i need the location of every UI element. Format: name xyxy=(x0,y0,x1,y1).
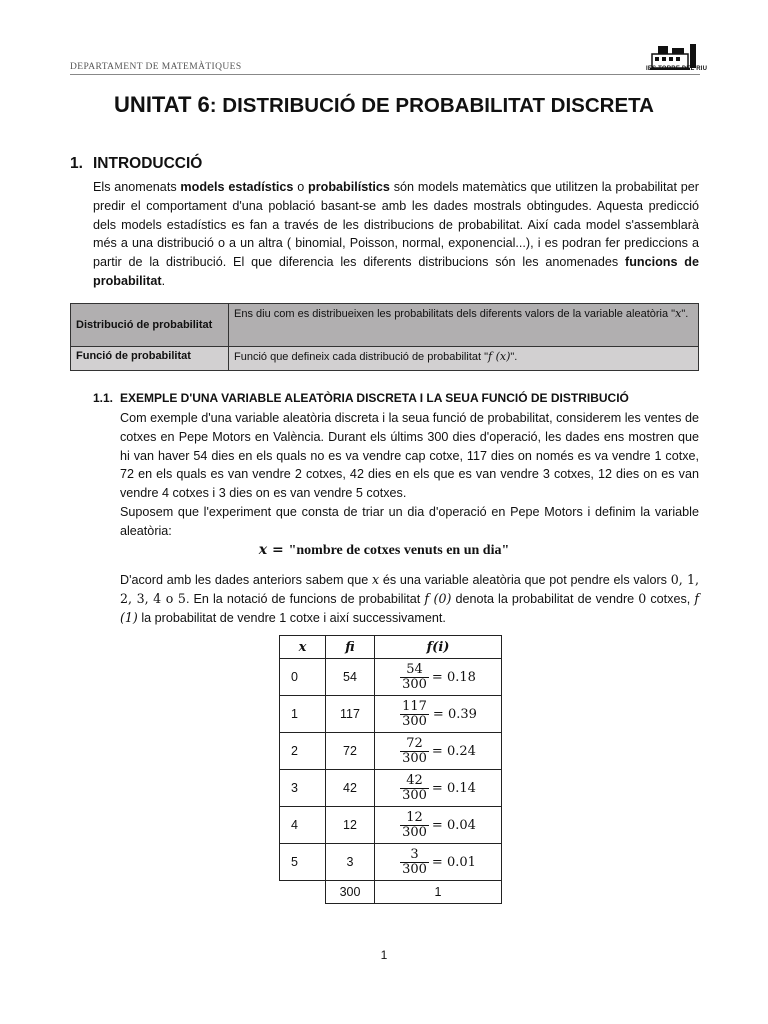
probability-fraction xyxy=(375,848,501,877)
formula-eq: = xyxy=(267,542,289,558)
x-value: 0 xyxy=(280,659,326,696)
probability-result: = 0.14 xyxy=(431,781,476,796)
fraction xyxy=(400,848,429,877)
desc-text: ". xyxy=(510,351,518,363)
intro-bold: funcions de probabilitat xyxy=(93,255,700,288)
frequency-value: 42 xyxy=(326,770,375,807)
desc-text: Funció que defineix cada distribució de probabilitat " xyxy=(234,351,489,363)
table-row xyxy=(71,304,699,347)
subsection-heading xyxy=(93,391,629,405)
intro-text: Els anomenats xyxy=(93,180,181,194)
table-row xyxy=(280,696,502,733)
section-title: INTRODUCCIÓ xyxy=(93,155,203,172)
probability-result: = 0.01 xyxy=(431,855,476,870)
notation-text: . En la notació de funcions de probabilitat xyxy=(185,591,425,606)
fraction xyxy=(400,774,429,803)
denominator: 300 xyxy=(402,677,427,692)
notation-math: 0 xyxy=(638,590,647,606)
probability-cell xyxy=(375,807,502,844)
notation-text: és una variable aleatòria que pot pendre els valors xyxy=(379,573,671,587)
frequency-value: 3 xyxy=(326,844,375,881)
definitions-table xyxy=(70,303,699,371)
definition-term: Funció de probabilitat xyxy=(71,347,229,371)
probability-cell xyxy=(375,696,502,733)
definition-desc xyxy=(229,347,699,371)
notation-math: 0, 1, 2, 3, 4 o 5 xyxy=(120,572,700,606)
definition-term: Distribució de probabilitat xyxy=(71,304,229,347)
formula-var: x xyxy=(258,542,268,558)
logo-caption: IES TORRE DEL RIU xyxy=(646,66,708,72)
intro-text: . xyxy=(161,273,166,288)
intro-bold: probabilístics xyxy=(308,180,390,194)
intro-text: són models matemàtics que utilitzen la probabilitat per predir el comportament d'una població basant-se amb les dades mostrals obtingudes. Aquesta predicció dels models estadístics es fan a través de les distribucions de probabilitat. Així cada model s'assemblarà més a una distribució o a un altra ( binomial, Poisson, normal, exponencial...), i es podran fer prediccions a partir de la distribució. El que diferencia les diferents distribucions són les anomenades xyxy=(93,180,699,270)
intro-paragraph xyxy=(93,178,699,291)
probability-cell xyxy=(375,844,502,881)
denominator: 300 xyxy=(402,862,427,877)
notation-text: la probabilitat de vendre 1 cotxe i així successivament. xyxy=(137,610,446,625)
probability-result: = 0.24 xyxy=(431,744,476,759)
desc-math: f (x) xyxy=(488,350,511,363)
table-row xyxy=(280,807,502,844)
probability-table xyxy=(279,635,502,904)
probability-fraction xyxy=(375,700,501,729)
numerator: 117 xyxy=(402,699,427,714)
table-row xyxy=(280,733,502,770)
numerator: 12 xyxy=(406,810,423,825)
column-header: fi xyxy=(326,636,375,659)
total-probability: 1 xyxy=(375,881,502,904)
numerator: 54 xyxy=(406,662,423,677)
probability-result: = 0.04 xyxy=(431,818,476,833)
page-number: 1 xyxy=(380,948,388,962)
probability-fraction xyxy=(375,737,501,766)
header-rule xyxy=(70,74,700,75)
table-row xyxy=(71,347,699,371)
experiment-paragraph: Suposem que l'experiment que consta de triar un dia d'operació en Pepe Motors i definim la variable aleatòria: xyxy=(120,505,699,538)
notation-math: f (1) xyxy=(120,590,699,625)
x-value: 2 xyxy=(280,733,326,770)
desc-text: ". xyxy=(681,308,689,320)
variable-definition xyxy=(0,542,768,559)
intro-bold: models estadístics xyxy=(180,180,294,194)
table-row xyxy=(280,659,502,696)
numerator: 3 xyxy=(410,847,419,862)
probability-result: = 0.18 xyxy=(431,670,476,685)
probability-cell xyxy=(375,659,502,696)
page-title xyxy=(0,92,768,118)
denominator: 300 xyxy=(402,788,427,803)
fraction xyxy=(399,700,430,729)
frequency-value: 117 xyxy=(326,696,375,733)
notation-text: D'acord amb les dades anteriors sabem que xyxy=(120,573,372,587)
x-value: 4 xyxy=(280,807,326,844)
desc-math: x xyxy=(675,307,682,320)
column-header: f(i) xyxy=(375,636,502,659)
notation-text: cotxes, xyxy=(646,591,695,606)
table-header-row xyxy=(280,636,502,659)
column-header: x xyxy=(280,636,326,659)
x-value: 1 xyxy=(280,696,326,733)
department-header: DEPARTAMENT DE MATEMÀTIQUES xyxy=(70,62,242,72)
intro-text: o xyxy=(293,180,309,194)
title-unit: UNITAT 6 xyxy=(114,92,210,117)
definition-desc xyxy=(229,304,699,347)
probability-fraction xyxy=(375,774,501,803)
notation-math: x xyxy=(371,572,380,587)
fraction xyxy=(400,737,429,766)
desc-text: Ens diu com es distribueixen les probabilitats dels diferents valors de la variable aleatòria " xyxy=(234,308,676,320)
x-value: 3 xyxy=(280,770,326,807)
section-heading-introduccio xyxy=(70,155,202,173)
numerator: 72 xyxy=(406,736,423,751)
table-total-row xyxy=(280,881,502,904)
section-number: 1. xyxy=(70,155,83,172)
probability-cell xyxy=(375,770,502,807)
fraction xyxy=(400,811,429,840)
numerator: 42 xyxy=(406,773,423,788)
denominator: 300 xyxy=(402,825,427,840)
denominator: 300 xyxy=(402,714,427,729)
frequency-value: 72 xyxy=(326,733,375,770)
empty-cell xyxy=(280,881,326,904)
subsection-number: 1.1. xyxy=(93,391,114,405)
table-row xyxy=(280,844,502,881)
probability-cell xyxy=(375,733,502,770)
title-text: : DISTRIBUCIÓ DE PROBABILITAT DISCRETA xyxy=(209,94,654,117)
table-row xyxy=(280,770,502,807)
subsection-title: EXEMPLE D'UNA VARIABLE ALEATÒRIA DISCRETA I LA SEUA FUNCIÓ DE DISTRIBUCIÓ xyxy=(120,391,629,405)
denominator: 300 xyxy=(402,751,427,766)
example-paragraph: Com exemple d'una variable aleatòria discreta i la seua funció de probabilitat, considerem les ventes de cotxes en Pepe Motors en València. Durant els últims 300 dies d'operació, les dades ens mostren que hi van haver 54 dies en els quals no es va vendre cap cotxe, 117 dies on només es va vendre 1 cotxe, 72 en els quals es van vendre 2 cotxes, 42 dies en els que es van vendre 3 cotxes, 12 dies on es van vendre 4 cotxes i 3 dies on es van vendre 5 cotxes. xyxy=(120,411,699,501)
frequency-value: 54 xyxy=(326,659,375,696)
frequency-value: 12 xyxy=(326,807,375,844)
notation-text: denota la probabilitat de vendre xyxy=(451,591,639,606)
probability-fraction xyxy=(375,811,501,840)
notation-math: f (0) xyxy=(424,590,452,606)
x-value: 5 xyxy=(280,844,326,881)
probability-fraction xyxy=(375,663,501,692)
probability-result: = 0.39 xyxy=(432,707,477,722)
total-frequency: 300 xyxy=(326,881,375,904)
notation-paragraph xyxy=(120,571,699,627)
formula-text: "nombre de cotxes venuts en un dia" xyxy=(288,543,510,558)
fraction xyxy=(400,663,429,692)
